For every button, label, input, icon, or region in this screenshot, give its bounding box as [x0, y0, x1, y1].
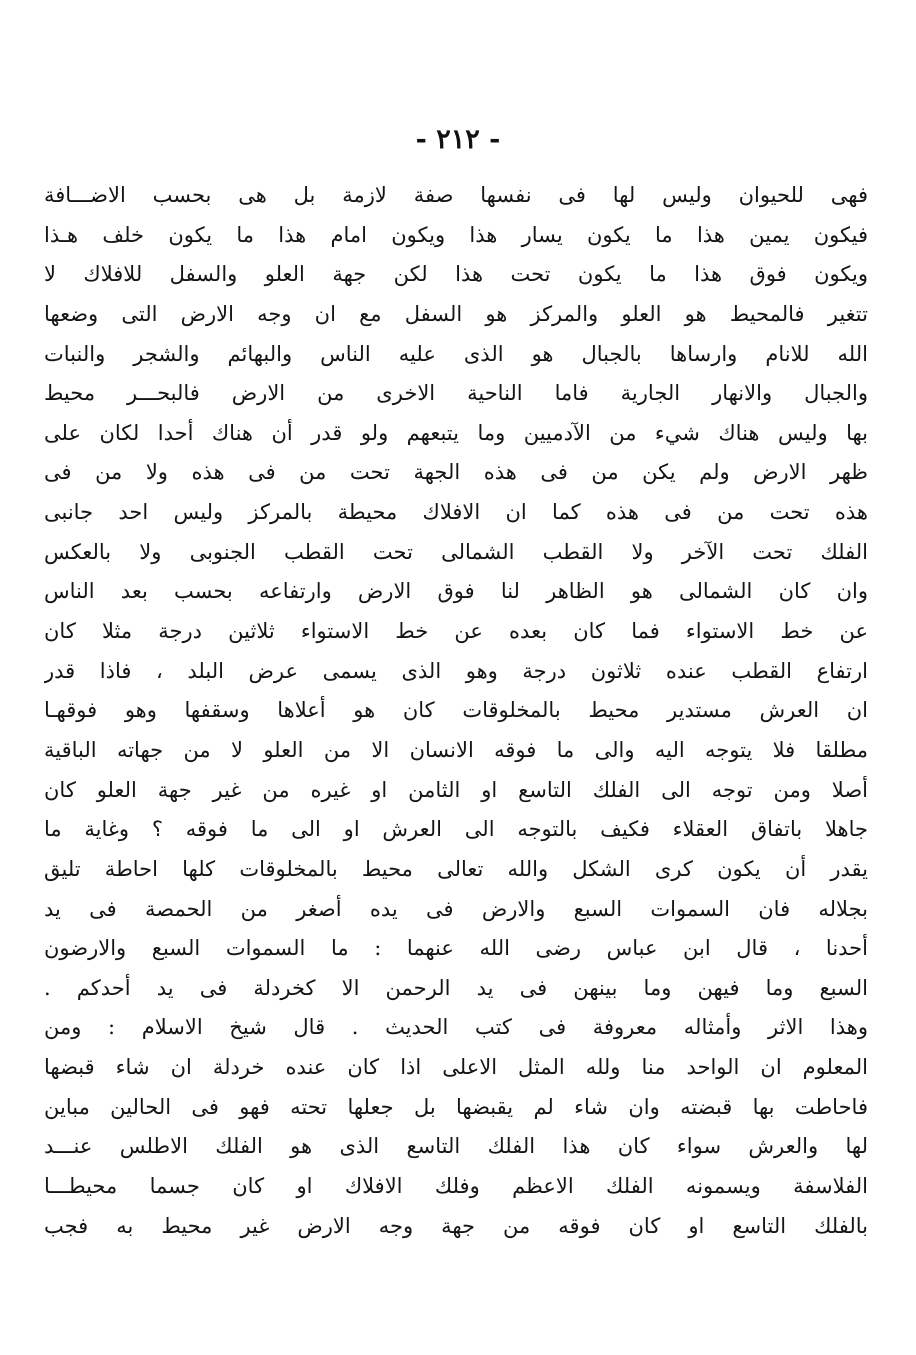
text-line: يقدر أن يكون كرى الشكل والله تعالى محيط بالمخلوقات كلها احاطة تليق	[44, 856, 868, 881]
text-line: مطلقا فلا يتوجه اليه والى ما فوقه الانسان الا من العلو لا من جهاته الباقية	[44, 737, 868, 762]
text-line: تتغير فالمحيط هو العلو والمركز هو السفل مع ان وجه الارض التى وضعها	[44, 301, 868, 326]
text-line: بها وليس هناك شيء من الآدميين وما يتبعهم ولو قدر أن هناك أحدا لكان على	[44, 420, 868, 445]
text-line: الله للانام وارساها بالجبال هو الذى عليه الناس والبهائم والشجر والنبات	[44, 341, 868, 366]
text-line: المعلوم ان الواحد منا ولله المثل الاعلى اذا كان عنده خردلة ان شاء قبضها	[44, 1055, 868, 1080]
text-line: أحدنا ، قال ابن عباس رضى الله عنهما : ما السموات السبع والارضون	[44, 936, 868, 961]
text-line: ظهر الارض ولم يكن من فى هذه الجهة تحت من فى هذه ولا من فى	[44, 460, 868, 485]
text-line: هذه تحت من فى هذه كما ان الافلاك محيطة بالمركز وليس احد جانبى	[44, 500, 868, 525]
text-line: جاهلا باتفاق العقلاء فكيف بالتوجه الى العرش او الى ما فوقه ؟ وغاية ما	[44, 817, 868, 842]
text-line: وهذا الاثر وأمثاله معروفة فى كتب الحديث . قال شيخ الاسلام : ومن	[44, 1015, 868, 1040]
text-line: فاحاطت بها قبضته وان شاء لم يقبضها بل جعلها تحته فهو فى الحالين مباين	[44, 1094, 868, 1119]
text-line: عن خط الاستواء فما كان بعده عن خط الاستواء ثلاثين درجة مثلا كان	[44, 619, 868, 644]
text-line: بجلاله فان السموات السبع والارض فى يده أصغر من الحمصة فى يد	[44, 896, 868, 921]
text-line: الفلك تحت الآخر ولا القطب الشمالى تحت القطب الجنوبى ولا بالعكس	[44, 539, 868, 564]
text-line: بالفلك التاسع او كان فوقه من جهة وجه الارض غير محيط به فجب	[44, 1213, 868, 1238]
text-line: لها والعرش سواء كان هذا الفلك التاسع الذى هو الفلك الاطلس عنـــد	[44, 1134, 868, 1159]
text-line: فيكون يمين هذا ما يكون يسار هذا ويكون امام هذا ما يكون خلف هـذا	[44, 222, 868, 247]
text-line: الفلاسفة ويسمونه الفلك الاعظم وفلك الافلاك او كان جسما محيطـــا	[44, 1174, 868, 1199]
text-line: ارتفاع القطب عنده ثلاثون درجة وهو الذى يسمى عرض البلد ، فاذا قدر	[44, 658, 868, 683]
text-line: السبع وما فيهن وما بينهن فى يد الرحمن الا كخردلة فى يد أحدكم .	[44, 975, 868, 1000]
body-text	[44, 176, 868, 1246]
text-line: والجبال والانهار الجارية فاما الناحية الاخرى من الارض فالبحـــر محيط	[44, 381, 868, 406]
text-line: أصلا ومن توجه الى الفلك التاسع او الثامن او غيره من غير جهة العلو كان	[44, 777, 868, 802]
text-line: وان كان الشمالى هو الظاهر لنا فوق الارض وارتفاعه بحسب بعد الناس	[44, 579, 868, 604]
text-line: ويكون فوق هذا ما يكون تحت هذا لكن جهة العلو والسفل للافلاك لا	[44, 262, 868, 287]
page-number: - ٢١٢ -	[415, 124, 501, 155]
text-line: ان العرش مستدير محيط بالمخلوقات كان هو أعلاها وسقفها وهو فوقهـا	[44, 698, 868, 723]
text-line: فهى للحيوان وليس لها فى نفسها صفة لازمة بل هى بحسب الاضـــافة	[44, 183, 868, 207]
